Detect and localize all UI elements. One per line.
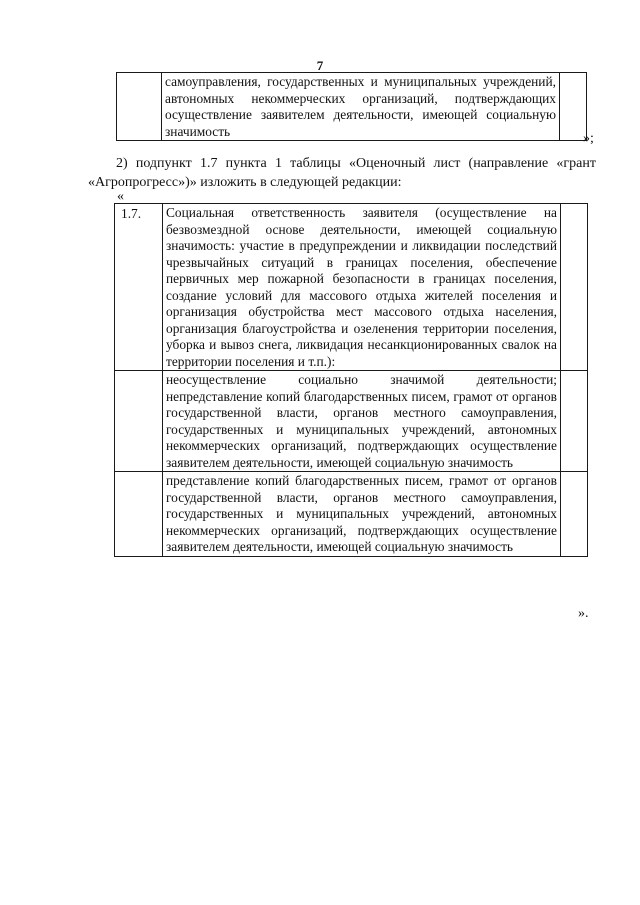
row-text-cell: представление копий благодарственных писем, грамот от органов государственной власти, органов местного самоуправления, государственных и муниципальных учреждений, автономных некоммерческих организаций, подтверждающих осуществление заявителем деятельности, имеющей социальную значимость xyxy=(163,472,561,557)
table-main xyxy=(114,203,588,557)
table-row xyxy=(115,371,588,472)
row-text-cell: неосуществление социально значимой деятельности; непредставление копий благодарственных писем, грамот от органов государственной власти, органов местного самоуправления, государственных и муниципальных учреждений, автономных некоммерческих организаций, подтверждающих осуществление заявителем деятельности, имеющей социальную значимость xyxy=(163,371,561,472)
opening-quote: « xyxy=(117,189,124,204)
row-number-cell: 1.7. xyxy=(115,204,163,371)
row-number-cell xyxy=(115,472,163,557)
table-row xyxy=(117,73,587,141)
row-score-cell xyxy=(561,371,588,472)
row-score-cell xyxy=(561,472,588,557)
amendment-paragraph-line-2: «Агропрогресс»)» изложить в следующей редакции: xyxy=(88,175,402,190)
row-number-cell xyxy=(117,73,162,141)
closing-quote-top: »; xyxy=(583,131,594,146)
row-score-cell xyxy=(561,204,588,371)
table-row xyxy=(115,204,588,371)
table-continuation xyxy=(116,72,587,141)
table-row xyxy=(115,472,588,557)
row-text-cell: самоуправления, государственных и муниципальных учреждений, автономных некоммерческих организаций, подтверждающих осуществление заявителем деятельности, имеющей социальную значимость xyxy=(162,73,560,141)
closing-quote-bottom: ». xyxy=(578,606,589,621)
row-text-cell: Социальная ответственность заявителя (осуществление на безвозмездной основе деятельности, имеющей социальную значимость: участие в предупреждении и ликвидации последствий чрезвычайных ситуаций в границах поселения, обеспечение первичных мер пожарной безопасности в границах поселения, создание условий для массового отдыха жителей поселения и организация обустройства мест массового отдыха населения, организация благоустройства и озеленения территории поселения, уборка и вывоз снега, ликвидация несанкционированных свалок на территории поселения и т.п.): xyxy=(163,204,561,371)
amendment-paragraph-line-1: 2) подпункт 1.7 пункта 1 таблицы «Оценочный лист (направление «грант xyxy=(116,156,596,171)
page-number: 7 xyxy=(316,58,324,73)
row-number-cell xyxy=(115,371,163,472)
